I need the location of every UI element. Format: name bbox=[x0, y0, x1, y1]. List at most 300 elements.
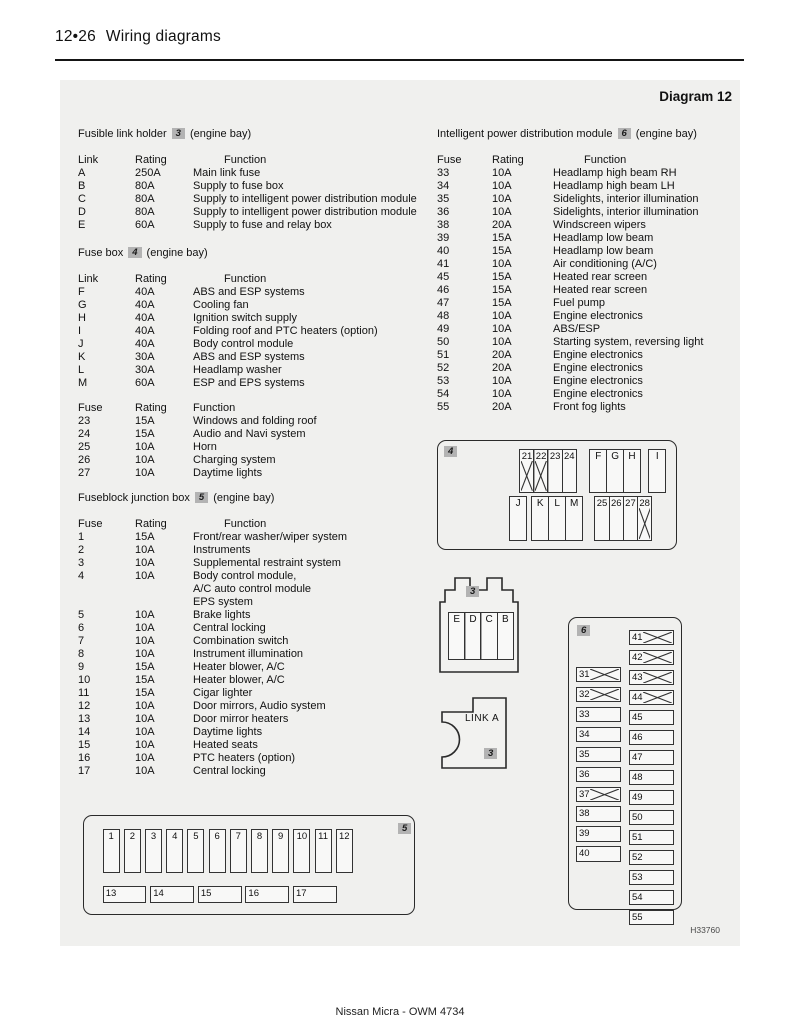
fuse-cell-1 bbox=[103, 829, 120, 873]
table-row bbox=[78, 167, 417, 180]
fuse-cell-54 bbox=[629, 890, 674, 905]
fuse-cell-label: 22 bbox=[535, 451, 547, 463]
fuse-cell-label: 16 bbox=[248, 888, 259, 899]
page-header bbox=[55, 28, 221, 46]
table-cell: Instrument illumination bbox=[193, 648, 304, 660]
fuse-cell-label: B bbox=[502, 614, 509, 625]
table-cell: 53 bbox=[437, 375, 450, 387]
table-cell: Door mirrors, Audio system bbox=[193, 700, 326, 712]
fuse-cell-label: 5 bbox=[193, 831, 199, 842]
table-cell: 26 bbox=[78, 454, 91, 466]
table-row bbox=[437, 206, 703, 219]
table-cell: 250A bbox=[135, 167, 161, 179]
table-cell: 41 bbox=[437, 258, 450, 270]
fuse-cell-32 bbox=[576, 687, 621, 702]
fuse-cell-7 bbox=[230, 829, 247, 873]
section-title-suffix: (engine bay) bbox=[146, 247, 208, 259]
fuse-cell-label: 40 bbox=[579, 848, 590, 860]
fuse-group-f-h bbox=[589, 449, 641, 493]
fuse-cell-label: 2 bbox=[129, 831, 136, 842]
table-cell: 46 bbox=[437, 284, 450, 296]
table-cell: Front/rear washer/wiper system bbox=[193, 531, 348, 543]
column-header: Rating bbox=[135, 518, 167, 530]
table-cell: 15A bbox=[492, 284, 512, 296]
fuse-cell-45 bbox=[629, 710, 674, 725]
fuse-cell-12 bbox=[336, 829, 353, 873]
column-header: Fuse bbox=[78, 402, 103, 414]
fuse-cell-i bbox=[648, 449, 666, 493]
table-header-row bbox=[78, 273, 378, 286]
fuse-cell-14 bbox=[150, 886, 194, 903]
table-row bbox=[78, 428, 317, 441]
table-cell: J bbox=[78, 338, 84, 350]
fuse-cell-34 bbox=[576, 727, 621, 742]
section-title-fusible-link-holder bbox=[78, 128, 251, 141]
table-cell: 15A bbox=[135, 674, 155, 686]
table-cell: 30A bbox=[135, 351, 155, 363]
column-header: Function bbox=[224, 273, 267, 285]
fuse-cell-m bbox=[565, 496, 583, 541]
fuse-cell-49 bbox=[629, 790, 674, 805]
table-cell: Fuel pump bbox=[553, 297, 605, 309]
table-cell: Central locking bbox=[193, 765, 266, 777]
table-cell: 10A bbox=[492, 167, 512, 179]
column-header: Rating bbox=[135, 402, 167, 414]
fuse-cell-51 bbox=[629, 830, 674, 845]
table-row bbox=[78, 351, 378, 364]
table-row bbox=[78, 661, 347, 674]
table-cell: Heated rear screen bbox=[553, 271, 648, 283]
table-cell: L bbox=[78, 364, 85, 376]
table-cell: Heated rear screen bbox=[553, 284, 648, 296]
fuse-cell-27 bbox=[623, 496, 639, 541]
table-cell: 80A bbox=[135, 193, 155, 205]
fuse-cell-21 bbox=[519, 449, 534, 493]
crossed-out-mark bbox=[590, 689, 619, 700]
crossed-out-mark bbox=[643, 652, 672, 663]
fuse-cell-38 bbox=[576, 806, 621, 821]
table-cell: 10A bbox=[492, 323, 512, 335]
table-cell: 2 bbox=[78, 544, 85, 556]
table-cell: Windscreen wipers bbox=[553, 219, 646, 231]
table-cell: 40A bbox=[135, 286, 155, 298]
fuse-cell-label: D bbox=[469, 614, 477, 625]
table-cell: 10A bbox=[135, 570, 155, 582]
fuse-cell-label: G bbox=[611, 451, 620, 463]
table-cell: 8 bbox=[78, 648, 85, 660]
fuse-cell-42 bbox=[629, 650, 674, 665]
table-cell: Central locking bbox=[193, 622, 266, 634]
table-cell: Headlamp high beam LH bbox=[553, 180, 675, 192]
table-cell: Front fog lights bbox=[553, 401, 626, 413]
fuse-cell-label: 7 bbox=[235, 831, 241, 842]
fuse-cell-16 bbox=[245, 886, 289, 903]
fuse-cell-h bbox=[623, 449, 641, 493]
table-row bbox=[437, 388, 703, 401]
table-cell: 17 bbox=[78, 765, 91, 777]
section-title-suffix: (engine bay) bbox=[213, 492, 275, 504]
table-cell: Headlamp low beam bbox=[553, 245, 654, 257]
table-row bbox=[78, 299, 378, 312]
table-cell: 10A bbox=[135, 454, 155, 466]
table-cell: Headlamp low beam bbox=[553, 232, 654, 244]
column-header: Function bbox=[224, 154, 267, 166]
table-header-row bbox=[78, 154, 417, 167]
fuse-cell-b bbox=[497, 612, 515, 660]
section-title-text: Intelligent power distribution module bbox=[437, 128, 613, 140]
table-cell: K bbox=[78, 351, 86, 363]
table-cell: Headlamp washer bbox=[193, 364, 282, 376]
table-cell: 40 bbox=[437, 245, 450, 257]
fuse-cell-label: 45 bbox=[632, 711, 643, 723]
table-cell: A bbox=[78, 167, 86, 179]
table-cell: Windows and folding roof bbox=[193, 415, 317, 427]
fuse-cell-label: 1 bbox=[108, 831, 114, 842]
table-cell: Audio and Navi system bbox=[193, 428, 306, 440]
crossed-out-mark bbox=[590, 789, 619, 800]
table-cell: 47 bbox=[437, 297, 450, 309]
fuse-cell-label: C bbox=[485, 614, 493, 625]
ipdm-6-diagram bbox=[568, 617, 682, 923]
table-cell: 30A bbox=[135, 364, 155, 376]
table-row bbox=[78, 570, 347, 609]
table-cell: 15A bbox=[492, 271, 512, 283]
table-row bbox=[437, 336, 703, 349]
fuse-cell-j bbox=[509, 496, 527, 541]
table-row bbox=[78, 687, 347, 700]
crossed-out-mark bbox=[535, 461, 546, 491]
table-cell: Engine electronics bbox=[553, 375, 643, 387]
table-cell: 24 bbox=[78, 428, 91, 440]
fuse-cell-3 bbox=[145, 829, 162, 873]
table-row bbox=[78, 454, 317, 467]
fuse-cell-label: I bbox=[655, 451, 659, 463]
table-cell: Folding roof and PTC heaters (option) bbox=[193, 325, 378, 337]
table-ipdm bbox=[437, 154, 703, 414]
table-cell: Brake lights bbox=[193, 609, 251, 621]
table-cell: 60A bbox=[135, 219, 155, 231]
diagram-badge-3a: 3 bbox=[466, 586, 479, 597]
fuse-cell-label: 21 bbox=[521, 451, 533, 463]
diagram-badge-3b: 3 bbox=[484, 748, 497, 759]
table-cell: 4 bbox=[78, 570, 85, 582]
component-badge-3: 3 bbox=[172, 128, 185, 139]
table-cell: 14 bbox=[78, 726, 91, 738]
table-cell: 15A bbox=[492, 232, 512, 244]
fuse-cell-17 bbox=[293, 886, 337, 903]
table-cell: M bbox=[78, 377, 88, 389]
fuse-cell-l bbox=[548, 496, 566, 541]
table-cell: Heated seats bbox=[193, 739, 258, 751]
table-cell: 52 bbox=[437, 362, 450, 374]
fuse-cell-25 bbox=[594, 496, 610, 541]
table-cell: Engine electronics bbox=[553, 362, 643, 374]
fuse-cell-label: 34 bbox=[579, 728, 590, 740]
table-cell: 9 bbox=[78, 661, 85, 673]
table-row bbox=[437, 362, 703, 375]
table-cell: Supply to intelligent power distribution module bbox=[193, 206, 417, 218]
table-row bbox=[78, 544, 347, 557]
fuse-cell-label: 27 bbox=[625, 498, 636, 509]
table-row bbox=[78, 622, 347, 635]
fuse-cell-28 bbox=[637, 496, 653, 541]
fuse-cell-label: 46 bbox=[632, 731, 643, 743]
table-cell: Air conditioning (A/C) bbox=[553, 258, 657, 270]
table-cell: C bbox=[78, 193, 86, 205]
fuse-cell-label: H bbox=[628, 451, 636, 463]
section-title-ipdm bbox=[437, 128, 697, 141]
crossed-out-mark bbox=[590, 669, 619, 680]
link-a-label: LINK A bbox=[465, 713, 500, 724]
page-title: Wiring diagrams bbox=[105, 28, 221, 45]
diagram-badge-5: 5 bbox=[398, 823, 411, 834]
fuse-cell-label: 14 bbox=[153, 888, 164, 899]
crossed-out-mark bbox=[639, 508, 651, 539]
fuseblock-bottom-row bbox=[103, 886, 337, 903]
table-row bbox=[437, 375, 703, 388]
fuse-cell-label: 26 bbox=[610, 498, 622, 509]
table-cell: Heater blower, A/C bbox=[193, 674, 285, 686]
table-cell: Engine electronics bbox=[553, 349, 643, 361]
fuse-cell-26 bbox=[609, 496, 625, 541]
fuse-cell-46 bbox=[629, 730, 674, 745]
fuse-cell-48 bbox=[629, 770, 674, 785]
fuse-cell-label: 13 bbox=[105, 888, 117, 899]
table-cell: 15A bbox=[492, 245, 512, 257]
table-header-row bbox=[78, 402, 317, 415]
column-header: Function bbox=[193, 402, 236, 414]
fuse-cell-i-group bbox=[648, 449, 666, 493]
table-cell: 10A bbox=[135, 648, 155, 660]
table-row bbox=[78, 193, 417, 206]
section-title-text: Fuse box bbox=[78, 247, 124, 259]
table-row bbox=[437, 271, 703, 284]
fuse-cell-33 bbox=[576, 707, 621, 722]
table-cell: 40A bbox=[135, 338, 155, 350]
diagram-label: Diagram 12 bbox=[659, 89, 732, 104]
table-cell: Headlamp high beam RH bbox=[553, 167, 677, 179]
table-cell: 45 bbox=[437, 271, 450, 283]
fuse-box-4-diagram bbox=[437, 440, 677, 550]
fuse-cell-4 bbox=[166, 829, 183, 873]
table-cell: 12 bbox=[78, 700, 91, 712]
table-cell: Engine electronics bbox=[553, 310, 643, 322]
diagram-panel bbox=[60, 80, 740, 946]
table-fuseblock bbox=[78, 518, 347, 778]
table-row bbox=[78, 467, 317, 480]
table-row bbox=[437, 310, 703, 323]
table-cell: 15A bbox=[135, 661, 155, 673]
fuse-cell-label: 41 bbox=[632, 632, 643, 643]
ipdm-right-column bbox=[629, 630, 674, 930]
table-cell: 10A bbox=[135, 752, 155, 764]
section-title-text: Fusible link holder bbox=[78, 128, 167, 140]
table-fuse-box-fuses bbox=[78, 402, 317, 480]
table-cell: 39 bbox=[437, 232, 450, 244]
table-cell: Combination switch bbox=[193, 635, 289, 647]
fuse-cell-52 bbox=[629, 850, 674, 865]
fuse-group-25-28 bbox=[594, 496, 652, 541]
fuse-cell-43 bbox=[629, 670, 674, 685]
table-cell: 16 bbox=[78, 752, 91, 764]
fuse-cell-label: 35 bbox=[579, 748, 590, 760]
table-row bbox=[78, 180, 417, 193]
table-cell: 10A bbox=[492, 375, 512, 387]
fuse-cell-11 bbox=[315, 829, 332, 873]
table-cell: Body control module, A/C auto control module EPS system bbox=[193, 570, 312, 608]
fuse-cell-9 bbox=[272, 829, 289, 873]
table-row bbox=[437, 258, 703, 271]
table-cell: 20A bbox=[492, 362, 512, 374]
section-title-suffix: (engine bay) bbox=[189, 128, 252, 140]
table-fusible-link-holder bbox=[78, 154, 417, 232]
fuse-cell-label: 15 bbox=[200, 888, 212, 899]
column-header: Link bbox=[78, 273, 99, 285]
table-cell: 10A bbox=[135, 700, 155, 712]
table-row bbox=[78, 635, 347, 648]
table-row bbox=[437, 349, 703, 362]
table-cell: H bbox=[78, 312, 86, 324]
fuse-cell-d bbox=[464, 612, 482, 660]
table-cell: 10A bbox=[492, 206, 512, 218]
fuse-cell-label: 10 bbox=[296, 831, 308, 842]
fuse-cell-label: 52 bbox=[632, 851, 643, 863]
column-header: Function bbox=[224, 518, 267, 530]
table-cell: 10A bbox=[492, 310, 512, 322]
fuse-cell-label: 33 bbox=[579, 708, 590, 720]
table-cell: 23 bbox=[78, 415, 91, 427]
fuse-cell-label: 9 bbox=[278, 831, 284, 842]
table-row bbox=[78, 557, 347, 570]
table-cell: 10A bbox=[135, 765, 155, 777]
table-cell: 10A bbox=[492, 388, 512, 400]
section-title-text: Fuseblock junction box bbox=[78, 492, 190, 504]
fuse-cell-label: 51 bbox=[632, 831, 643, 843]
fuse-cell-g bbox=[606, 449, 624, 493]
table-cell: 10 bbox=[78, 674, 91, 686]
fuse-cell-53 bbox=[629, 870, 674, 885]
fuse-cell-label: 31 bbox=[579, 668, 590, 680]
table-cell: 60A bbox=[135, 377, 155, 389]
fuse-cell-label: E bbox=[453, 614, 461, 625]
table-cell: ABS/ESP bbox=[553, 323, 601, 335]
table-cell: 10A bbox=[135, 726, 155, 738]
table-cell: Instruments bbox=[193, 544, 251, 556]
table-cell: ESP and EPS systems bbox=[193, 377, 305, 389]
fuse-cell-label: 8 bbox=[256, 831, 263, 842]
column-header: Fuse bbox=[78, 518, 103, 530]
section-title-fuseblock bbox=[78, 492, 274, 505]
table-row bbox=[78, 531, 347, 544]
table-header-row bbox=[437, 154, 703, 167]
table-cell: 20A bbox=[492, 349, 512, 361]
fuse-cell-label: K bbox=[536, 498, 544, 509]
table-row bbox=[78, 312, 378, 325]
table-cell: ABS and ESP systems bbox=[193, 286, 305, 298]
table-header-row bbox=[78, 518, 347, 531]
diagram-badge-6: 6 bbox=[577, 625, 590, 636]
figure-code: H33760 bbox=[690, 925, 720, 935]
table-cell: 13 bbox=[78, 713, 91, 725]
table-cell: Body control module bbox=[193, 338, 294, 350]
table-cell: 10A bbox=[135, 635, 155, 647]
crossed-out-mark bbox=[643, 692, 672, 703]
fuse-cell-label: 43 bbox=[632, 671, 643, 683]
fuse-cell-35 bbox=[576, 747, 621, 762]
column-header: Link bbox=[78, 154, 99, 166]
table-cell: 10A bbox=[135, 622, 155, 634]
table-cell: 50 bbox=[437, 336, 450, 348]
table-cell: 5 bbox=[78, 609, 85, 621]
table-cell: 11 bbox=[78, 687, 90, 699]
table-cell: 15 bbox=[78, 739, 91, 751]
fuse-cell-label: 12 bbox=[338, 831, 350, 842]
table-cell: E bbox=[78, 219, 86, 231]
fuse-cell-44 bbox=[629, 690, 674, 705]
table-cell: 36 bbox=[437, 206, 450, 218]
table-row bbox=[78, 377, 378, 390]
table-cell: Daytime lights bbox=[193, 467, 263, 479]
column-header: Fuse bbox=[437, 154, 462, 166]
fuse-cell-50 bbox=[629, 810, 674, 825]
table-row bbox=[437, 167, 703, 180]
table-cell: 10A bbox=[135, 467, 155, 479]
table-row bbox=[78, 206, 417, 219]
fuse-cell-31 bbox=[576, 667, 621, 682]
crossed-out-mark bbox=[521, 461, 532, 491]
table-row bbox=[437, 284, 703, 297]
table-row bbox=[437, 219, 703, 232]
fuse-cell-label: M bbox=[569, 498, 579, 509]
fuse-cell-22 bbox=[533, 449, 548, 493]
table-row bbox=[78, 441, 317, 454]
table-cell: 40A bbox=[135, 312, 155, 324]
fuse-cell-15 bbox=[198, 886, 242, 903]
table-row bbox=[78, 415, 317, 428]
fuse-cell-24 bbox=[562, 449, 577, 493]
link-a-outline bbox=[438, 694, 510, 772]
table-cell: 15A bbox=[492, 297, 512, 309]
table-cell: 1 bbox=[78, 531, 85, 543]
table-cell: Sidelights, interior illumination bbox=[553, 206, 699, 218]
fuse-cell-label: 44 bbox=[632, 691, 643, 703]
fuse-cell-label: 6 bbox=[214, 831, 220, 842]
table-cell: 10A bbox=[492, 180, 512, 192]
table-cell: 55 bbox=[437, 401, 450, 413]
table-cell: 25 bbox=[78, 441, 91, 453]
fuse-cell-label: 36 bbox=[579, 768, 590, 780]
table-cell: Sidelights, interior illumination bbox=[553, 193, 699, 205]
table-cell: 10A bbox=[135, 544, 155, 556]
fuse-cell-8 bbox=[251, 829, 268, 873]
table-cell: 33 bbox=[437, 167, 450, 179]
table-row bbox=[437, 193, 703, 206]
fuse-cell-label: 37 bbox=[579, 788, 590, 800]
table-cell: 48 bbox=[437, 310, 450, 322]
table-cell: Cigar lighter bbox=[193, 687, 253, 699]
table-cell: Heater blower, A/C bbox=[193, 661, 285, 673]
fuse-cell-label: 54 bbox=[632, 891, 643, 903]
fuse-cell-label: 53 bbox=[632, 871, 643, 883]
fuse-cell-f bbox=[589, 449, 607, 493]
table-cell: Charging system bbox=[193, 454, 276, 466]
table-cell: 10A bbox=[492, 336, 512, 348]
table-cell: 51 bbox=[437, 349, 450, 361]
header-rule bbox=[55, 59, 744, 61]
table-cell: G bbox=[78, 299, 87, 311]
table-cell: 10A bbox=[492, 258, 512, 270]
fuse-cell-label: 32 bbox=[579, 688, 590, 700]
